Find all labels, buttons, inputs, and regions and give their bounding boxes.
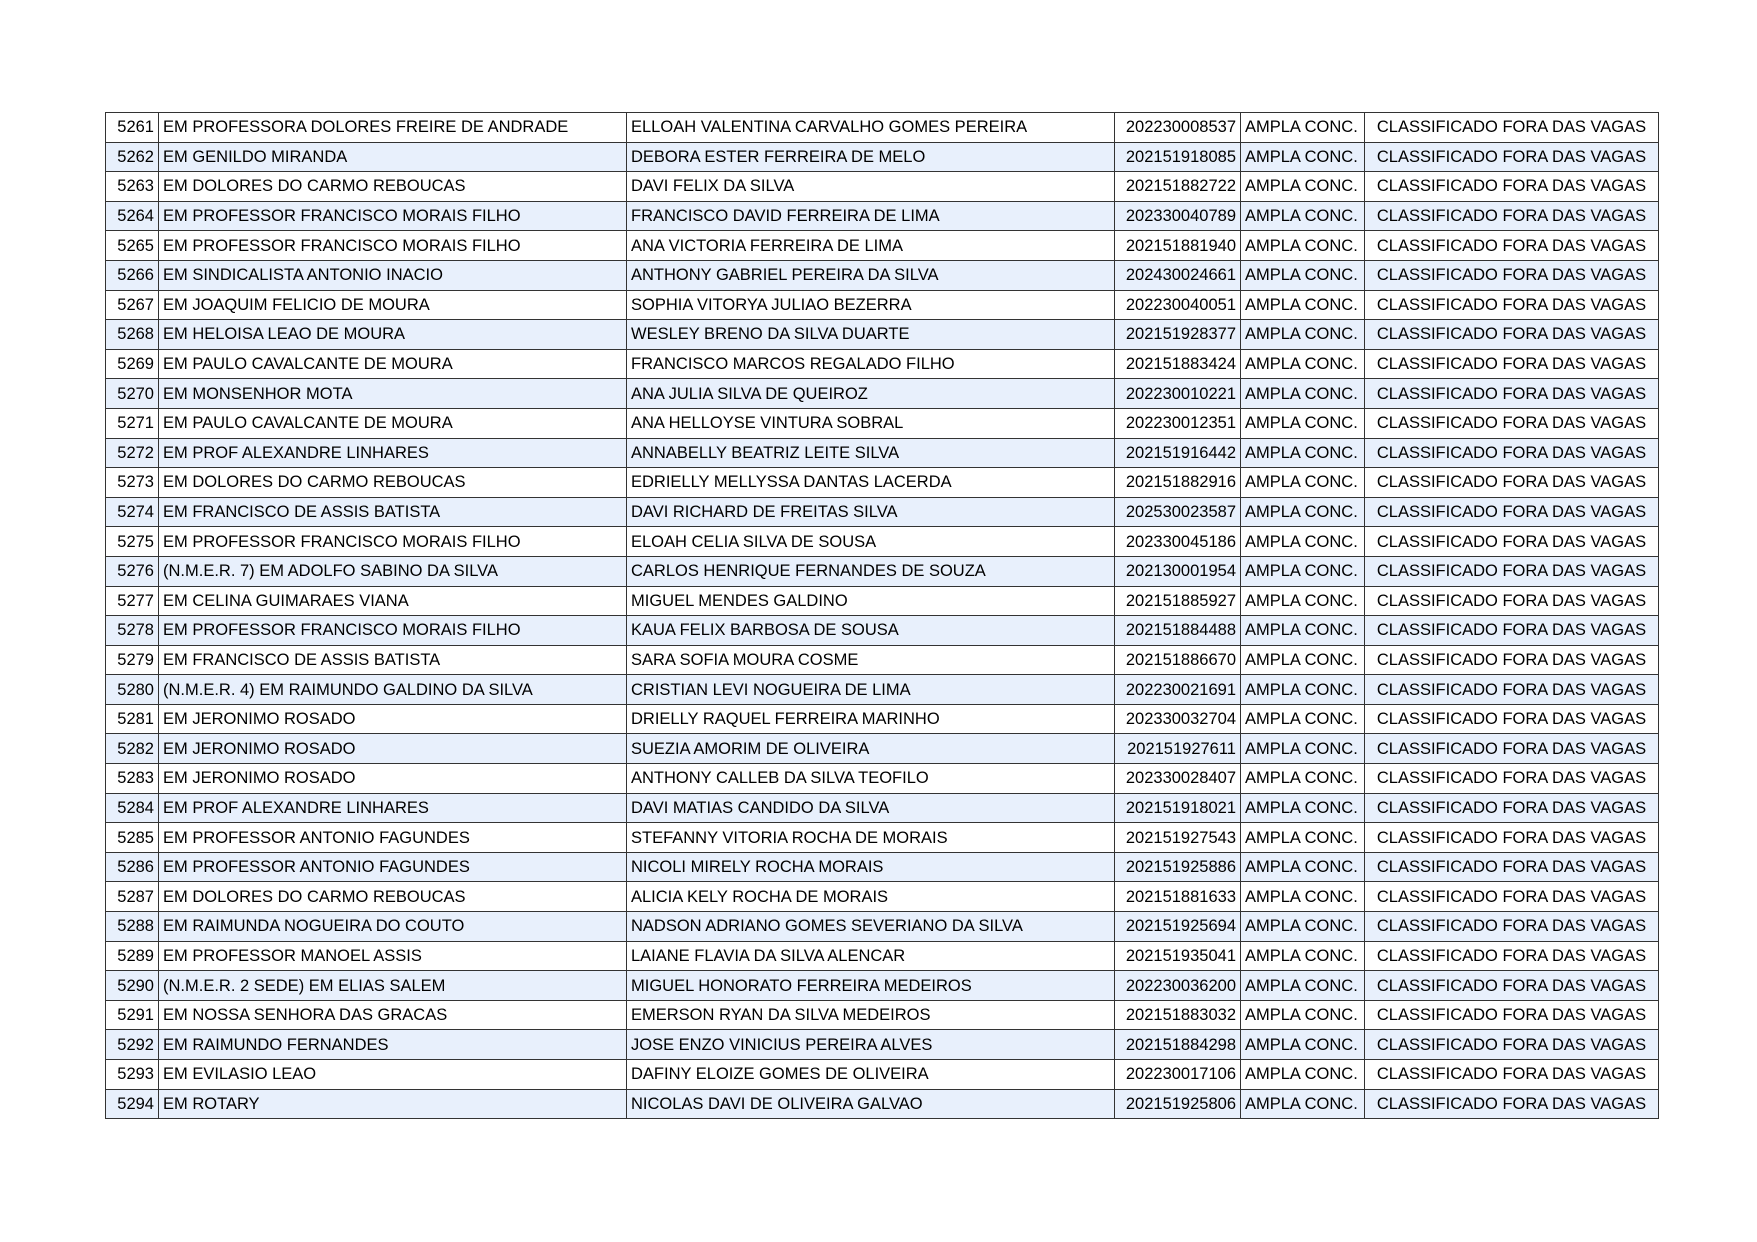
registration-id-cell: 202330028407 — [1115, 764, 1241, 794]
registration-id-cell: 202151885927 — [1115, 586, 1241, 616]
classification-status-cell: CLASSIFICADO FORA DAS VAGAS — [1365, 201, 1659, 231]
registration-id-cell: 202330045186 — [1115, 527, 1241, 557]
school-name-cell: EM EVILASIO LEAO — [159, 1060, 627, 1090]
classification-status-cell: CLASSIFICADO FORA DAS VAGAS — [1365, 616, 1659, 646]
registration-id-cell: 202151928377 — [1115, 320, 1241, 350]
student-name-cell: ELLOAH VALENTINA CARVALHO GOMES PEREIRA — [627, 113, 1115, 143]
table-row — [106, 438, 1659, 468]
quota-type-cell: AMPLA CONC. — [1241, 320, 1365, 350]
row-number-cell: 5275 — [106, 527, 159, 557]
school-name-cell: EM PROFESSOR ANTONIO FAGUNDES — [159, 852, 627, 882]
quota-type-cell: AMPLA CONC. — [1241, 1030, 1365, 1060]
quota-type-cell: AMPLA CONC. — [1241, 1060, 1365, 1090]
school-name-cell: EM HELOISA LEAO DE MOURA — [159, 320, 627, 350]
table-row — [106, 527, 1659, 557]
registration-id-cell: 202230008537 — [1115, 113, 1241, 143]
student-name-cell: ANNABELLY BEATRIZ LEITE SILVA — [627, 438, 1115, 468]
classification-status-cell: CLASSIFICADO FORA DAS VAGAS — [1365, 764, 1659, 794]
student-name-cell: DAVI MATIAS CANDIDO DA SILVA — [627, 793, 1115, 823]
quota-type-cell: AMPLA CONC. — [1241, 586, 1365, 616]
row-number-cell: 5274 — [106, 497, 159, 527]
registration-id-cell: 202151881633 — [1115, 882, 1241, 912]
school-name-cell: EM DOLORES DO CARMO REBOUCAS — [159, 172, 627, 202]
classification-status-cell: CLASSIFICADO FORA DAS VAGAS — [1365, 497, 1659, 527]
table-row — [106, 260, 1659, 290]
student-name-cell: NADSON ADRIANO GOMES SEVERIANO DA SILVA — [627, 912, 1115, 942]
row-number-cell: 5283 — [106, 764, 159, 794]
classification-status-cell: CLASSIFICADO FORA DAS VAGAS — [1365, 882, 1659, 912]
classification-status-cell: CLASSIFICADO FORA DAS VAGAS — [1365, 260, 1659, 290]
registration-id-cell: 202151918085 — [1115, 142, 1241, 172]
table-row — [106, 1089, 1659, 1119]
student-name-cell: ALICIA KELY ROCHA DE MORAIS — [627, 882, 1115, 912]
quota-type-cell: AMPLA CONC. — [1241, 734, 1365, 764]
school-name-cell: EM DOLORES DO CARMO REBOUCAS — [159, 468, 627, 498]
results-table — [105, 112, 1659, 1119]
table-row — [106, 675, 1659, 705]
classification-status-cell: CLASSIFICADO FORA DAS VAGAS — [1365, 1089, 1659, 1119]
student-name-cell: DAVI FELIX DA SILVA — [627, 172, 1115, 202]
school-name-cell: EM PROFESSORA DOLORES FREIRE DE ANDRADE — [159, 113, 627, 143]
quota-type-cell: AMPLA CONC. — [1241, 852, 1365, 882]
school-name-cell: EM FRANCISCO DE ASSIS BATISTA — [159, 645, 627, 675]
registration-id-cell: 202330040789 — [1115, 201, 1241, 231]
quota-type-cell: AMPLA CONC. — [1241, 556, 1365, 586]
quota-type-cell: AMPLA CONC. — [1241, 142, 1365, 172]
school-name-cell: EM NOSSA SENHORA DAS GRACAS — [159, 1000, 627, 1030]
school-name-cell: EM JERONIMO ROSADO — [159, 734, 627, 764]
results-body — [106, 113, 1659, 1119]
row-number-cell: 5286 — [106, 852, 159, 882]
classification-status-cell: CLASSIFICADO FORA DAS VAGAS — [1365, 1030, 1659, 1060]
registration-id-cell: 202151925694 — [1115, 912, 1241, 942]
row-number-cell: 5282 — [106, 734, 159, 764]
registration-id-cell: 202151882916 — [1115, 468, 1241, 498]
classification-status-cell: CLASSIFICADO FORA DAS VAGAS — [1365, 379, 1659, 409]
registration-id-cell: 202151882722 — [1115, 172, 1241, 202]
school-name-cell: EM JOAQUIM FELICIO DE MOURA — [159, 290, 627, 320]
quota-type-cell: AMPLA CONC. — [1241, 823, 1365, 853]
student-name-cell: ANA HELLOYSE VINTURA SOBRAL — [627, 408, 1115, 438]
registration-id-cell: 202151918021 — [1115, 793, 1241, 823]
registration-id-cell: 202230036200 — [1115, 971, 1241, 1001]
student-name-cell: FRANCISCO DAVID FERREIRA DE LIMA — [627, 201, 1115, 231]
table-row — [106, 172, 1659, 202]
quota-type-cell: AMPLA CONC. — [1241, 231, 1365, 261]
registration-id-cell: 202430024661 — [1115, 260, 1241, 290]
row-number-cell: 5263 — [106, 172, 159, 202]
classification-status-cell: CLASSIFICADO FORA DAS VAGAS — [1365, 1000, 1659, 1030]
table-row — [106, 320, 1659, 350]
table-row — [106, 764, 1659, 794]
table-row — [106, 290, 1659, 320]
row-number-cell: 5288 — [106, 912, 159, 942]
registration-id-cell: 202151881940 — [1115, 231, 1241, 261]
registration-id-cell: 202230010221 — [1115, 379, 1241, 409]
quota-type-cell: AMPLA CONC. — [1241, 675, 1365, 705]
table-row — [106, 941, 1659, 971]
table-row — [106, 113, 1659, 143]
table-row — [106, 852, 1659, 882]
quota-type-cell: AMPLA CONC. — [1241, 438, 1365, 468]
school-name-cell: EM MONSENHOR MOTA — [159, 379, 627, 409]
school-name-cell: EM GENILDO MIRANDA — [159, 142, 627, 172]
student-name-cell: ANA VICTORIA FERREIRA DE LIMA — [627, 231, 1115, 261]
quota-type-cell: AMPLA CONC. — [1241, 793, 1365, 823]
table-row — [106, 645, 1659, 675]
table-row — [106, 616, 1659, 646]
row-number-cell: 5291 — [106, 1000, 159, 1030]
registration-id-cell: 202151935041 — [1115, 941, 1241, 971]
classification-status-cell: CLASSIFICADO FORA DAS VAGAS — [1365, 290, 1659, 320]
table-row — [106, 468, 1659, 498]
row-number-cell: 5293 — [106, 1060, 159, 1090]
table-row — [106, 231, 1659, 261]
school-name-cell: EM RAIMUNDA NOGUEIRA DO COUTO — [159, 912, 627, 942]
school-name-cell: EM DOLORES DO CARMO REBOUCAS — [159, 882, 627, 912]
registration-id-cell: 202151884298 — [1115, 1030, 1241, 1060]
registration-id-cell: 202230017106 — [1115, 1060, 1241, 1090]
table-row — [106, 497, 1659, 527]
classification-status-cell: CLASSIFICADO FORA DAS VAGAS — [1365, 704, 1659, 734]
quota-type-cell: AMPLA CONC. — [1241, 1000, 1365, 1030]
row-number-cell: 5267 — [106, 290, 159, 320]
school-name-cell: EM PROFESSOR FRANCISCO MORAIS FILHO — [159, 527, 627, 557]
school-name-cell: EM SINDICALISTA ANTONIO INACIO — [159, 260, 627, 290]
table-row — [106, 142, 1659, 172]
row-number-cell: 5289 — [106, 941, 159, 971]
table-row — [106, 734, 1659, 764]
row-number-cell: 5273 — [106, 468, 159, 498]
classification-status-cell: CLASSIFICADO FORA DAS VAGAS — [1365, 142, 1659, 172]
quota-type-cell: AMPLA CONC. — [1241, 497, 1365, 527]
student-name-cell: ELOAH CELIA SILVA DE SOUSA — [627, 527, 1115, 557]
classification-status-cell: CLASSIFICADO FORA DAS VAGAS — [1365, 438, 1659, 468]
table-row — [106, 882, 1659, 912]
student-name-cell: JOSE ENZO VINICIUS PEREIRA ALVES — [627, 1030, 1115, 1060]
classification-status-cell: CLASSIFICADO FORA DAS VAGAS — [1365, 793, 1659, 823]
quota-type-cell: AMPLA CONC. — [1241, 704, 1365, 734]
school-name-cell: EM JERONIMO ROSADO — [159, 704, 627, 734]
classification-status-cell: CLASSIFICADO FORA DAS VAGAS — [1365, 823, 1659, 853]
student-name-cell: ANTHONY GABRIEL PEREIRA DA SILVA — [627, 260, 1115, 290]
registration-id-cell: 202130001954 — [1115, 556, 1241, 586]
quota-type-cell: AMPLA CONC. — [1241, 527, 1365, 557]
table-row — [106, 556, 1659, 586]
classification-status-cell: CLASSIFICADO FORA DAS VAGAS — [1365, 852, 1659, 882]
quota-type-cell: AMPLA CONC. — [1241, 1089, 1365, 1119]
table-row — [106, 586, 1659, 616]
table-row — [106, 408, 1659, 438]
row-number-cell: 5272 — [106, 438, 159, 468]
classification-status-cell: CLASSIFICADO FORA DAS VAGAS — [1365, 734, 1659, 764]
school-name-cell: EM JERONIMO ROSADO — [159, 764, 627, 794]
student-name-cell: LAIANE FLAVIA DA SILVA ALENCAR — [627, 941, 1115, 971]
classification-status-cell: CLASSIFICADO FORA DAS VAGAS — [1365, 912, 1659, 942]
student-name-cell: KAUA FELIX BARBOSA DE SOUSA — [627, 616, 1115, 646]
quota-type-cell: AMPLA CONC. — [1241, 290, 1365, 320]
classification-status-cell: CLASSIFICADO FORA DAS VAGAS — [1365, 231, 1659, 261]
quota-type-cell: AMPLA CONC. — [1241, 912, 1365, 942]
school-name-cell: (N.M.E.R. 4) EM RAIMUNDO GALDINO DA SILVA — [159, 675, 627, 705]
quota-type-cell: AMPLA CONC. — [1241, 971, 1365, 1001]
quota-type-cell: AMPLA CONC. — [1241, 941, 1365, 971]
registration-id-cell: 202230021691 — [1115, 675, 1241, 705]
quota-type-cell: AMPLA CONC. — [1241, 260, 1365, 290]
registration-id-cell: 202530023587 — [1115, 497, 1241, 527]
row-number-cell: 5269 — [106, 349, 159, 379]
row-number-cell: 5278 — [106, 616, 159, 646]
student-name-cell: DRIELLY RAQUEL FERREIRA MARINHO — [627, 704, 1115, 734]
classification-status-cell: CLASSIFICADO FORA DAS VAGAS — [1365, 971, 1659, 1001]
student-name-cell: ANA JULIA SILVA DE QUEIROZ — [627, 379, 1115, 409]
row-number-cell: 5268 — [106, 320, 159, 350]
registration-id-cell: 202151916442 — [1115, 438, 1241, 468]
table-row — [106, 971, 1659, 1001]
school-name-cell: EM PAULO CAVALCANTE DE MOURA — [159, 408, 627, 438]
classification-status-cell: CLASSIFICADO FORA DAS VAGAS — [1365, 556, 1659, 586]
classification-status-cell: CLASSIFICADO FORA DAS VAGAS — [1365, 113, 1659, 143]
school-name-cell: EM PROFESSOR FRANCISCO MORAIS FILHO — [159, 616, 627, 646]
quota-type-cell: AMPLA CONC. — [1241, 172, 1365, 202]
school-name-cell: EM PROFESSOR ANTONIO FAGUNDES — [159, 823, 627, 853]
student-name-cell: NICOLI MIRELY ROCHA MORAIS — [627, 852, 1115, 882]
table-row — [106, 912, 1659, 942]
table-row — [106, 1060, 1659, 1090]
classification-status-cell: CLASSIFICADO FORA DAS VAGAS — [1365, 408, 1659, 438]
row-number-cell: 5261 — [106, 113, 159, 143]
table-row — [106, 793, 1659, 823]
classification-status-cell: CLASSIFICADO FORA DAS VAGAS — [1365, 527, 1659, 557]
classification-status-cell: CLASSIFICADO FORA DAS VAGAS — [1365, 645, 1659, 675]
row-number-cell: 5285 — [106, 823, 159, 853]
classification-status-cell: CLASSIFICADO FORA DAS VAGAS — [1365, 349, 1659, 379]
row-number-cell: 5277 — [106, 586, 159, 616]
classification-status-cell: CLASSIFICADO FORA DAS VAGAS — [1365, 1060, 1659, 1090]
quota-type-cell: AMPLA CONC. — [1241, 468, 1365, 498]
registration-id-cell: 202230040051 — [1115, 290, 1241, 320]
student-name-cell: SUEZIA AMORIM DE OLIVEIRA — [627, 734, 1115, 764]
table-row — [106, 823, 1659, 853]
registration-id-cell: 202330032704 — [1115, 704, 1241, 734]
registration-id-cell: 202151927611 — [1115, 734, 1241, 764]
row-number-cell: 5281 — [106, 704, 159, 734]
quota-type-cell: AMPLA CONC. — [1241, 764, 1365, 794]
school-name-cell: EM FRANCISCO DE ASSIS BATISTA — [159, 497, 627, 527]
table-row — [106, 1000, 1659, 1030]
student-name-cell: ANTHONY CALLEB DA SILVA TEOFILO — [627, 764, 1115, 794]
student-name-cell: MIGUEL HONORATO FERREIRA MEDEIROS — [627, 971, 1115, 1001]
row-number-cell: 5290 — [106, 971, 159, 1001]
student-name-cell: EDRIELLY MELLYSSA DANTAS LACERDA — [627, 468, 1115, 498]
classification-status-cell: CLASSIFICADO FORA DAS VAGAS — [1365, 586, 1659, 616]
registration-id-cell: 202151927543 — [1115, 823, 1241, 853]
quota-type-cell: AMPLA CONC. — [1241, 408, 1365, 438]
quota-type-cell: AMPLA CONC. — [1241, 616, 1365, 646]
row-number-cell: 5265 — [106, 231, 159, 261]
classification-status-cell: CLASSIFICADO FORA DAS VAGAS — [1365, 675, 1659, 705]
school-name-cell: EM PROF ALEXANDRE LINHARES — [159, 438, 627, 468]
school-name-cell: EM PROF ALEXANDRE LINHARES — [159, 793, 627, 823]
row-number-cell: 5276 — [106, 556, 159, 586]
student-name-cell: WESLEY BRENO DA SILVA DUARTE — [627, 320, 1115, 350]
row-number-cell: 5270 — [106, 379, 159, 409]
school-name-cell: EM PAULO CAVALCANTE DE MOURA — [159, 349, 627, 379]
row-number-cell: 5271 — [106, 408, 159, 438]
row-number-cell: 5284 — [106, 793, 159, 823]
student-name-cell: DAVI RICHARD DE FREITAS SILVA — [627, 497, 1115, 527]
row-number-cell: 5287 — [106, 882, 159, 912]
student-name-cell: DEBORA ESTER FERREIRA DE MELO — [627, 142, 1115, 172]
student-name-cell: MIGUEL MENDES GALDINO — [627, 586, 1115, 616]
registration-id-cell: 202151884488 — [1115, 616, 1241, 646]
registration-id-cell: 202151925886 — [1115, 852, 1241, 882]
row-number-cell: 5294 — [106, 1089, 159, 1119]
quota-type-cell: AMPLA CONC. — [1241, 201, 1365, 231]
student-name-cell: EMERSON RYAN DA SILVA MEDEIROS — [627, 1000, 1115, 1030]
school-name-cell: EM PROFESSOR FRANCISCO MORAIS FILHO — [159, 201, 627, 231]
school-name-cell: EM RAIMUNDO FERNANDES — [159, 1030, 627, 1060]
school-name-cell: EM CELINA GUIMARAES VIANA — [159, 586, 627, 616]
table-row — [106, 379, 1659, 409]
registration-id-cell: 202151883032 — [1115, 1000, 1241, 1030]
registration-id-cell: 202151883424 — [1115, 349, 1241, 379]
school-name-cell: EM PROFESSOR FRANCISCO MORAIS FILHO — [159, 231, 627, 261]
student-name-cell: FRANCISCO MARCOS REGALADO FILHO — [627, 349, 1115, 379]
quota-type-cell: AMPLA CONC. — [1241, 882, 1365, 912]
classification-status-cell: CLASSIFICADO FORA DAS VAGAS — [1365, 468, 1659, 498]
school-name-cell: (N.M.E.R. 7) EM ADOLFO SABINO DA SILVA — [159, 556, 627, 586]
school-name-cell: EM ROTARY — [159, 1089, 627, 1119]
registration-id-cell: 202151886670 — [1115, 645, 1241, 675]
student-name-cell: DAFINY ELOIZE GOMES DE OLIVEIRA — [627, 1060, 1115, 1090]
student-name-cell: CRISTIAN LEVI NOGUEIRA DE LIMA — [627, 675, 1115, 705]
student-name-cell: STEFANNY VITORIA ROCHA DE MORAIS — [627, 823, 1115, 853]
school-name-cell: EM PROFESSOR MANOEL ASSIS — [159, 941, 627, 971]
table-row — [106, 704, 1659, 734]
student-name-cell: SARA SOFIA MOURA COSME — [627, 645, 1115, 675]
row-number-cell: 5280 — [106, 675, 159, 705]
student-name-cell: SOPHIA VITORYA JULIAO BEZERRA — [627, 290, 1115, 320]
classification-status-cell: CLASSIFICADO FORA DAS VAGAS — [1365, 941, 1659, 971]
row-number-cell: 5266 — [106, 260, 159, 290]
classification-status-cell: CLASSIFICADO FORA DAS VAGAS — [1365, 172, 1659, 202]
table-row — [106, 1030, 1659, 1060]
quota-type-cell: AMPLA CONC. — [1241, 645, 1365, 675]
student-name-cell: CARLOS HENRIQUE FERNANDES DE SOUZA — [627, 556, 1115, 586]
row-number-cell: 5279 — [106, 645, 159, 675]
school-name-cell: (N.M.E.R. 2 SEDE) EM ELIAS SALEM — [159, 971, 627, 1001]
registration-id-cell: 202151925806 — [1115, 1089, 1241, 1119]
quota-type-cell: AMPLA CONC. — [1241, 379, 1365, 409]
table-row — [106, 201, 1659, 231]
row-number-cell: 5292 — [106, 1030, 159, 1060]
row-number-cell: 5262 — [106, 142, 159, 172]
registration-id-cell: 202230012351 — [1115, 408, 1241, 438]
student-name-cell: NICOLAS DAVI DE OLIVEIRA GALVAO — [627, 1089, 1115, 1119]
quota-type-cell: AMPLA CONC. — [1241, 349, 1365, 379]
classification-status-cell: CLASSIFICADO FORA DAS VAGAS — [1365, 320, 1659, 350]
quota-type-cell: AMPLA CONC. — [1241, 113, 1365, 143]
row-number-cell: 5264 — [106, 201, 159, 231]
table-row — [106, 349, 1659, 379]
